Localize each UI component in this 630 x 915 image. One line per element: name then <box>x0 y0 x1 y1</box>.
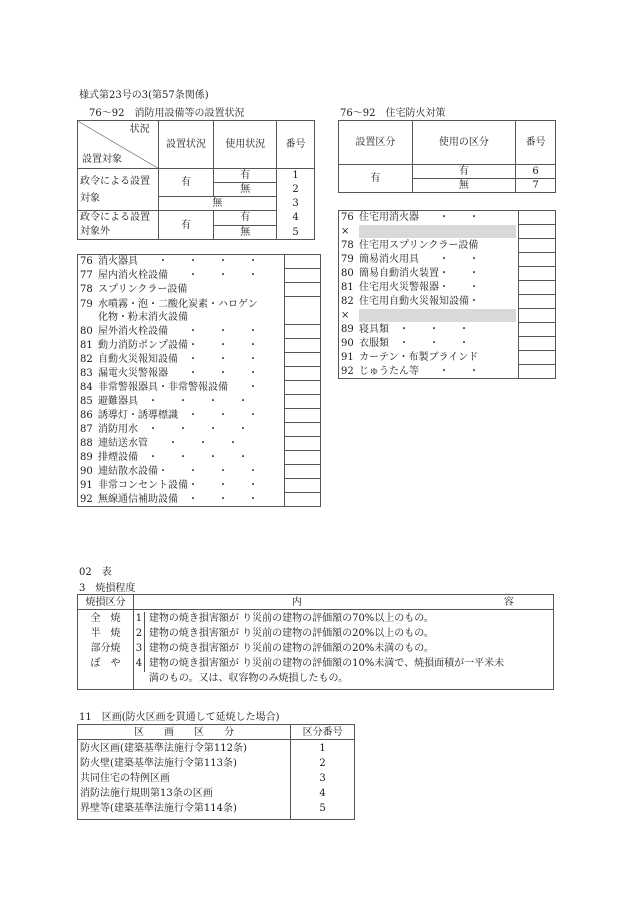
equipment-label-cell <box>78 479 285 493</box>
equipment-entry-box[interactable] <box>284 297 320 325</box>
content-header-right: 容 <box>503 597 514 608</box>
equipment-code: 91 <box>80 480 93 491</box>
housing-measure-row <box>339 295 556 309</box>
compartment-name: 防火区画(建築基準法施行令第112条) <box>80 743 247 754</box>
housing-measure-row <box>339 211 556 225</box>
equipment-label-line: 水噴霧・泡・二酸化炭素・ハロゲン <box>98 298 258 310</box>
housing-measure-code: 80 <box>341 268 354 279</box>
equipment-label-line: 化物・粉末消火設備 <box>98 311 188 323</box>
compartment-number: 3 <box>319 773 326 784</box>
equipment-label-line: 動力消防ポンプ設備・ ・ ・ <box>98 340 258 351</box>
corner-top-label: 状況 <box>129 124 150 135</box>
equipment-row <box>78 493 321 507</box>
housing-measure-label-cell <box>339 323 519 337</box>
equipment-code: 87 <box>80 424 93 435</box>
housing-measure-row <box>339 365 556 379</box>
equipment-label <box>98 353 258 366</box>
housing-measure-label-cell <box>339 225 519 239</box>
housing-measure-label-cell <box>339 211 519 225</box>
burn-description: 建物の焼き損害額が り災前の建物の評価額の20%以上のもの。 <box>148 628 434 639</box>
housing-measure-code: 90 <box>341 338 354 349</box>
housing-measure-entry-box[interactable] <box>519 253 556 267</box>
compartment-names-cell <box>78 740 291 820</box>
equipment-label-cell <box>78 255 285 269</box>
section-d-title: 11 区画(防火区画を貫通して延焼した場合) <box>79 712 280 723</box>
equipment-label-cell <box>78 395 285 409</box>
equipment-entry-box[interactable] <box>284 409 320 423</box>
equipment-code: 92 <box>80 493 93 505</box>
housing-measure-entry-box[interactable] <box>519 323 556 337</box>
housing-measure-label-cell <box>339 351 519 365</box>
section-a-status-table <box>77 120 315 240</box>
section-c-heading2: 3 焼損程度 <box>79 583 136 594</box>
housing-measure-code: 91 <box>341 352 354 363</box>
equipment-label-cell <box>78 451 285 465</box>
equipment-row <box>78 451 321 465</box>
no-cell: 3 <box>277 197 315 211</box>
housing-measure-code: 81 <box>341 282 354 293</box>
equipment-entry-box[interactable] <box>284 451 320 465</box>
equipment-row <box>78 479 321 493</box>
equipment-code: 83 <box>80 368 93 379</box>
use-cell: 有 <box>214 169 277 183</box>
use-cell: 無 <box>214 225 277 240</box>
equipment-label <box>98 409 258 422</box>
no-cell: 4 <box>277 211 315 226</box>
equipment-row <box>78 297 321 325</box>
col-category-header: 焼損区分 <box>78 595 134 610</box>
equipment-label-cell <box>78 465 285 479</box>
equipment-label-line: 無線通信補助設備 ・ ・ ・ <box>98 493 258 505</box>
equipment-code: 81 <box>80 340 93 351</box>
compartment-number: 4 <box>319 788 326 799</box>
col-no-header: 番号 <box>516 121 556 165</box>
equipment-label-cell <box>78 437 285 451</box>
equipment-label-cell <box>78 409 285 423</box>
no-cell: 7 <box>516 179 556 193</box>
burn-categories-cell <box>78 610 134 690</box>
equipment-entry-box[interactable] <box>284 367 320 381</box>
housing-measure-label-cell <box>339 253 519 267</box>
housing-measure-label: 寝具類 ・ ・ ・ <box>359 324 469 335</box>
housing-measure-code: 82 <box>341 296 354 307</box>
equipment-entry-box[interactable] <box>284 325 320 339</box>
housing-measure-code: × <box>341 226 350 237</box>
equipment-row <box>78 283 321 297</box>
equipment-label-line: 誘導灯・誘導標識 ・ ・ ・ <box>98 410 258 421</box>
equipment-label-cell <box>78 423 285 437</box>
use-cell: 有 <box>214 211 277 226</box>
equipment-entry-box[interactable] <box>284 395 320 409</box>
section-a-items-table <box>77 254 321 507</box>
equipment-entry-box[interactable] <box>284 423 320 437</box>
housing-measure-entry-box[interactable] <box>519 281 556 295</box>
equipment-entry-box[interactable] <box>284 381 320 395</box>
equipment-label-cell <box>78 353 285 367</box>
burn-category: 半 焼 <box>90 628 121 639</box>
equipment-label-cell <box>78 381 285 395</box>
housing-measure-label: じゅうたん等 ・ ・ <box>359 365 479 377</box>
equipment-code: 79 <box>80 298 93 310</box>
equipment-entry-box[interactable] <box>284 339 320 353</box>
equipment-label-cell <box>78 493 285 507</box>
equipment-label <box>98 437 238 450</box>
section-c-heading1: 02 表 <box>79 567 112 578</box>
equipment-row <box>78 395 321 409</box>
housing-measure-row <box>339 267 556 281</box>
equipment-label-line: 排煙設備 ・ ・ ・ ・ <box>98 452 248 463</box>
housing-measure-label-cell <box>339 337 519 351</box>
equipment-label <box>98 381 258 394</box>
housing-measure-label: 住宅用自動火災報知設備・ <box>359 296 479 307</box>
equipment-label-line: 非常コンセント設備・ ・ ・ <box>98 480 258 491</box>
housing-measure-code: 78 <box>341 240 354 251</box>
no-cell: 6 <box>516 165 556 179</box>
section-b-status-table <box>338 120 556 193</box>
equipment-label <box>98 367 258 380</box>
form-number: 様式第23号の3(第57条関係) <box>79 90 209 101</box>
equipment-code: 80 <box>80 326 93 337</box>
compartment-name: 界壁等(建築基準法施行令第114条) <box>80 803 237 814</box>
equipment-entry-box[interactable] <box>284 493 320 507</box>
equipment-label-line: 非常警報器具・非常警報設備 ・ <box>98 382 258 393</box>
col-no-header: 番号 <box>277 121 315 169</box>
burn-description-continued: 満のもの。又は、収容物のみ焼損したもの。 <box>148 673 349 684</box>
section-b-title: 76～92 住宅防火対策 <box>340 108 446 119</box>
equipment-label <box>98 325 258 338</box>
burn-row-number: 4 <box>134 657 145 672</box>
burn-description: 建物の焼き損害額が り災前の建物の評価額の10%未満で、焼損面積が一平米未 <box>148 658 505 669</box>
equipment-code: 85 <box>80 396 93 407</box>
equipment-label <box>98 283 187 296</box>
burn-row-number: 2 <box>134 627 145 642</box>
housing-measure-code: 89 <box>341 324 354 335</box>
compartment-number: 1 <box>319 743 326 754</box>
section-a-title: 76～92 消防用設備等の設置状況 <box>89 108 245 119</box>
housing-measure-code: 92 <box>341 365 354 377</box>
burn-category: ぼ や <box>90 658 121 669</box>
equipment-label <box>98 423 248 436</box>
housing-measure-label: 住宅用消火器 ・ ・ <box>359 212 479 224</box>
housing-measure-entry-box[interactable] <box>519 365 556 379</box>
equipment-code: 84 <box>80 382 93 393</box>
housing-measure-entry-box[interactable] <box>519 211 556 225</box>
compartment-number: 2 <box>319 758 326 769</box>
equipment-label-cell <box>78 339 285 353</box>
equipment-label-cell <box>78 297 285 325</box>
content-header-left: 内 <box>291 597 302 608</box>
housing-measure-label: 簡易自動消火装置・ ・ <box>359 268 479 279</box>
equipment-label <box>98 269 258 282</box>
housing-measure-label-cell <box>339 267 519 281</box>
equipment-label-line: 漏電火災警報器 ・ ・ ・ <box>98 368 258 379</box>
equipment-row <box>78 409 321 423</box>
equipment-label-line: 屋内消火栓設備 ・ ・ ・ <box>98 270 258 281</box>
status-cell: 有 <box>158 169 214 197</box>
target-cell: 政令による設置対象 <box>78 169 159 211</box>
burn-category: 全 焼 <box>90 613 121 624</box>
equipment-label-cell <box>78 367 285 381</box>
housing-measure-label: 住宅用スプリンクラー設備 <box>359 240 479 251</box>
housing-measure-entry-box[interactable] <box>519 267 556 281</box>
col-no-header: 区分番号 <box>291 725 355 740</box>
housing-measure-label-cell <box>339 281 519 295</box>
equipment-row <box>78 381 321 395</box>
burn-descriptions-cell <box>133 610 553 690</box>
housing-measure-label-cell <box>339 365 519 379</box>
housing-measure-entry-box[interactable] <box>519 351 556 365</box>
housing-measure-row <box>339 323 556 337</box>
no-cell: 5 <box>277 225 315 240</box>
equipment-label <box>98 451 248 464</box>
use-cell: 有 <box>412 165 515 179</box>
equipment-entry-box[interactable] <box>284 479 320 493</box>
housing-measure-row <box>339 351 556 365</box>
col-status-header: 設置状況 <box>158 121 214 169</box>
housing-measure-label <box>359 309 516 322</box>
col-use-header: 使用の区分 <box>412 121 515 165</box>
equipment-code: 76 <box>80 256 93 268</box>
equipment-code: 77 <box>80 270 93 281</box>
housing-measure-label-cell <box>339 309 519 323</box>
housing-measure-row <box>339 337 556 351</box>
use-cell: 無 <box>412 179 515 193</box>
equipment-entry-box[interactable] <box>284 353 320 367</box>
equipment-label-line: 消防用水 ・ ・ ・ ・ <box>98 424 248 435</box>
equipment-label <box>98 465 258 478</box>
equipment-label-line: 自動火災報知設備 ・ ・ ・ <box>98 354 258 365</box>
burn-row-number: 3 <box>134 642 145 657</box>
equipment-label <box>98 479 258 492</box>
corner-header-cell <box>78 121 159 169</box>
housing-measure-entry-box[interactable] <box>519 295 556 309</box>
housing-measure-code: × <box>341 310 350 321</box>
equipment-label <box>98 339 258 352</box>
col-name-header: 区 画 区 分 <box>78 725 291 740</box>
equipment-label-cell <box>78 325 285 339</box>
housing-measure-label: 住宅用火災警報器・ ・ <box>359 282 479 293</box>
equipment-row <box>78 465 321 479</box>
equipment-row <box>78 269 321 283</box>
equipment-row <box>78 325 321 339</box>
equipment-row <box>78 437 321 451</box>
burn-degree-table <box>77 594 554 690</box>
equipment-entry-box[interactable] <box>284 283 320 297</box>
equipment-label-line: 屋外消火栓設備 ・ ・ ・ <box>98 326 258 337</box>
equipment-code: 78 <box>80 284 93 295</box>
compartment-name: 消防法施行規則第13条の区画 <box>80 788 213 799</box>
equipment-entry-box[interactable] <box>284 437 320 451</box>
equipment-label <box>98 395 248 408</box>
equipment-code: 88 <box>80 438 93 449</box>
equipment-row <box>78 367 321 381</box>
housing-measure-row <box>339 281 556 295</box>
target-cell: 政令による設置対象外 <box>78 211 159 240</box>
housing-measure-label: 衣服類 ・ ・ ・ <box>359 338 469 349</box>
housing-measure-row <box>339 239 556 253</box>
equipment-entry-box[interactable] <box>284 255 320 269</box>
col-content-header <box>133 595 553 610</box>
equipment-code: 89 <box>80 452 93 463</box>
equipment-label <box>98 255 258 268</box>
burn-row-number: 1 <box>134 612 145 627</box>
equipment-label-line: 連結送水管 ・ ・ ・ <box>98 438 238 449</box>
equipment-row <box>78 423 321 437</box>
no-cell: 2 <box>277 183 315 197</box>
housing-measure-row <box>339 309 556 323</box>
equipment-label-line: スプリンクラー設備 <box>98 284 188 295</box>
burn-description: 建物の焼き損害額が り災前の建物の評価額の20%未満のもの。 <box>148 643 434 654</box>
status-cell: 無 <box>158 197 276 211</box>
equipment-entry-box[interactable] <box>284 269 320 283</box>
compartment-number: 5 <box>319 803 326 814</box>
equipment-code: 90 <box>80 466 93 477</box>
col-use-header: 使用状況 <box>214 121 277 169</box>
equipment-code: 86 <box>80 410 93 421</box>
housing-measure-code: 76 <box>341 212 354 224</box>
equipment-label-line: 避難器具 ・ ・ ・ ・ <box>98 396 248 407</box>
equipment-row <box>78 339 321 353</box>
use-cell: 無 <box>214 183 277 197</box>
equipment-label-line: 消火器具 ・ ・ ・ ・ <box>98 256 258 268</box>
housing-measure-label: 簡易消火用具 ・ ・ <box>359 254 479 265</box>
housing-measure-entry-box[interactable] <box>519 239 556 253</box>
equipment-entry-box[interactable] <box>284 465 320 479</box>
housing-measure-code: 79 <box>341 254 354 265</box>
housing-measure-label-cell <box>339 239 519 253</box>
compartment-numbers-cell <box>291 740 355 820</box>
equipment-label-cell <box>78 283 285 297</box>
no-cell: 1 <box>277 169 315 183</box>
equipment-label <box>98 298 258 324</box>
burn-category: 部分焼 <box>90 643 121 654</box>
burn-description: 建物の焼き損害額が り災前の建物の評価額の70%以上のもの。 <box>148 613 434 624</box>
equipment-row <box>78 353 321 367</box>
housing-measure-entry-box[interactable] <box>519 225 556 239</box>
equipment-row <box>78 255 321 269</box>
housing-measure-label-cell <box>339 295 519 309</box>
housing-measure-label <box>359 225 516 238</box>
housing-measure-label: カーテン・布製ブラインド <box>359 352 479 363</box>
section-b-items-table <box>338 210 556 379</box>
housing-measure-row <box>339 253 556 267</box>
housing-measure-row <box>339 225 556 239</box>
corner-bottom-label: 設置対象 <box>82 154 122 165</box>
equipment-label <box>98 493 258 506</box>
col-area-header: 設置区分 <box>339 121 413 165</box>
equipment-label-cell <box>78 269 285 283</box>
housing-measure-entry-box[interactable] <box>519 337 556 351</box>
housing-measure-entry-box[interactable] <box>519 309 556 323</box>
compartment-name: 共同住宅の特例区画 <box>80 773 170 784</box>
status-cell: 有 <box>158 211 214 240</box>
compartment-table <box>77 724 355 820</box>
equipment-code: 82 <box>80 354 93 365</box>
equipment-label-line: 連結散水設備・ ・ ・ ・ <box>98 466 258 477</box>
compartment-name: 防火壁(建築基準法施行令第113条) <box>80 758 237 769</box>
area-cell: 有 <box>339 165 413 193</box>
